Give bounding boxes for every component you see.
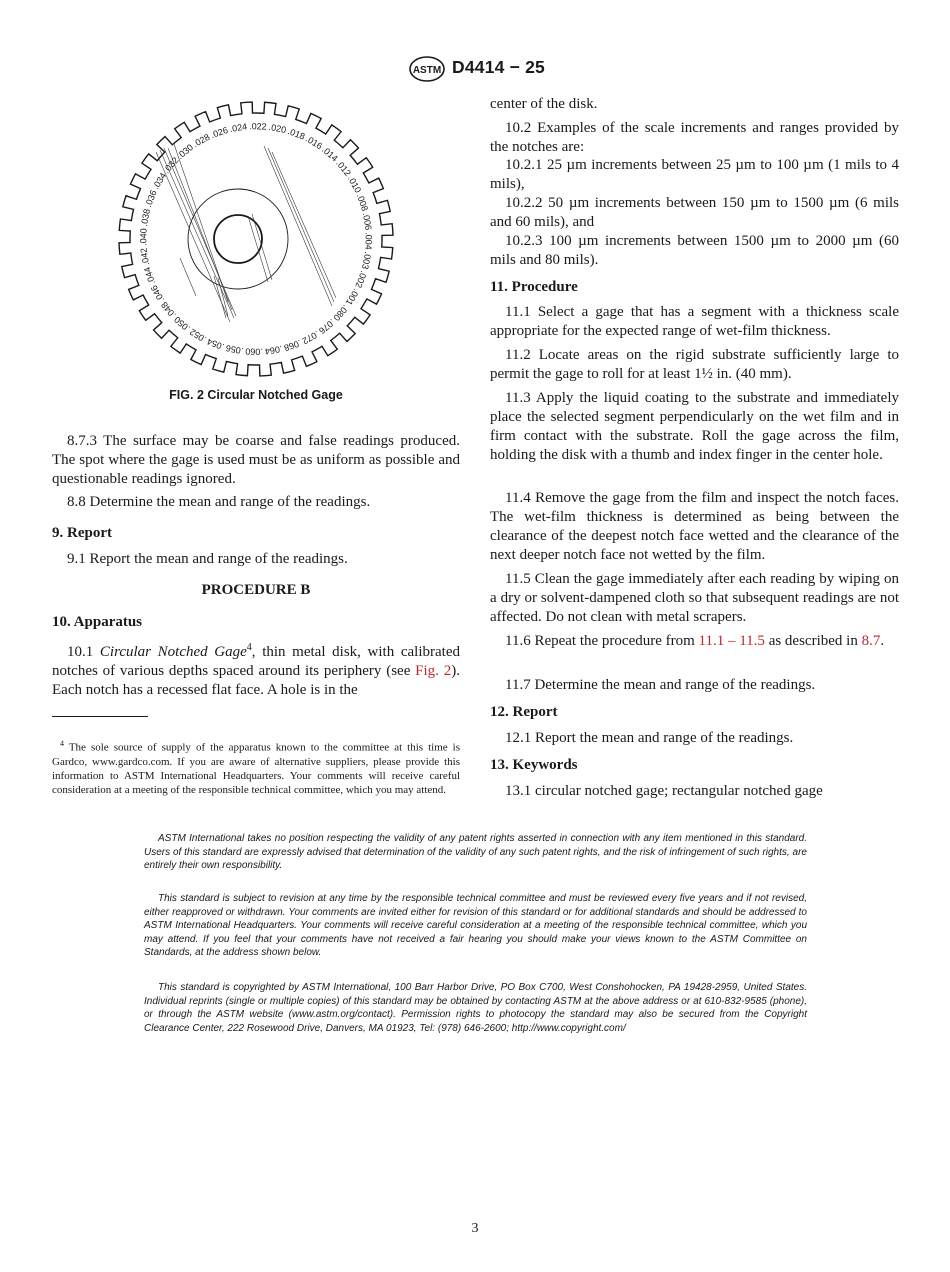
gage-scale-label: .008	[354, 192, 371, 213]
paragraph-10-1-number: 10.1	[67, 644, 94, 660]
gage-scale-label: .012	[334, 158, 353, 179]
gage-scale-label: .064	[264, 343, 284, 357]
paragraph-13-1: 13.1 circular notched gage; rectangular notched gage	[505, 783, 823, 799]
section-12-heading: 12. Report	[490, 704, 558, 720]
footnote-ref[interactable]: 4	[246, 642, 252, 653]
gage-scale-label: .003	[359, 250, 374, 271]
section-8-7-link[interactable]: 8.7	[861, 633, 881, 649]
section-10-heading: 10. Apparatus	[52, 614, 143, 630]
section-11-1-11-5-link[interactable]: 11.1 – 11.5	[698, 633, 765, 649]
gage-scale-label: .006	[360, 211, 374, 231]
patent-notice	[144, 832, 807, 873]
gage-scale-label: .052	[187, 326, 209, 345]
paragraph-11-6-text-b: as described in	[764, 633, 862, 649]
gage-scale-label: .072	[300, 328, 321, 347]
gage-scale-label: .034	[150, 170, 169, 192]
gage-notched-outline	[119, 102, 393, 376]
paragraph-10-2-2: 10.2.2 50 µm increments between 150 µm to 1500 µm (6 mils and 60 mils), and	[490, 195, 899, 230]
gage-scale-label: .028	[191, 131, 212, 150]
patent-notice-text: ASTM International takes no position respecting the validity of any patent rights asserted in connection with any item mentioned in this standard. Users of this standard are expressly advised that determination of the validity of any such patent rights, and the risk of infringement of such rights, are entirely their own responsibility.	[144, 833, 807, 871]
gage-scale-label: .046	[148, 283, 167, 304]
paragraph-10-1	[52, 638, 460, 700]
gage-scale-label: .050	[172, 314, 193, 334]
paragraph-11-3: 11.3 Apply the liquid coating to the substrate and immediately place the selected segment perpendicularly on the wet film and in firm contact with the substrate. Roll the gage across the film, holding the disk with a thumb and index finger in the center hole.	[490, 390, 899, 463]
paragraph-11-6-text-c: .	[880, 633, 885, 649]
gage-scale-label: .056	[224, 342, 245, 357]
procedure-b-heading: PROCEDURE B	[201, 582, 311, 598]
paragraph-12-1: 12.1 Report the mean and range of the readings.	[505, 730, 794, 746]
footnote-4	[52, 737, 460, 797]
gage-scale-label: .042	[138, 247, 152, 267]
gage-scale-label: .080	[331, 302, 351, 323]
gage-scale-label: .054	[205, 336, 226, 352]
gage-scale-label: .044	[141, 265, 158, 286]
gage-scale-label: .060	[245, 346, 263, 357]
gage-scale-label: .036	[143, 188, 159, 209]
section-13-heading: 13. Keywords	[490, 757, 578, 773]
section-11-heading: 11. Procedure	[490, 279, 578, 295]
gage-scale-label: .016	[303, 133, 325, 152]
paragraph-10-2-3: 10.2.3 100 µm increments between 1500 µm to 2000 µm (60 mils and 80 mils).	[490, 233, 899, 268]
astm-logo-text: ASTM	[412, 65, 442, 76]
paragraph-11-7: 11.7 Determine the mean and range of the readings.	[505, 677, 816, 693]
paragraph-10-2-1: 10.2.1 25 µm increments between 25 µm to 100 µm (1 mils to 4 mils),	[490, 157, 899, 192]
paragraph-11-5: 11.5 Clean the gage immediately after each reading by wiping on a dry or solvent-dampened cloth so that subsequent readings are not affected. Do not clean with metal scrapers.	[490, 571, 899, 625]
copyright-notice	[144, 981, 807, 1035]
gage-scale-label: .020	[267, 121, 288, 136]
page-header	[0, 55, 950, 85]
gage-scale-label: .076	[316, 317, 337, 336]
gage-hatch-line	[180, 258, 196, 296]
gage-scale-label: .001	[343, 286, 362, 308]
gage-scale-label: .048	[159, 299, 178, 320]
fig-2-link[interactable]: Fig. 2	[415, 663, 452, 679]
footnote-text: The sole source of supply of the apparatus known to the committee at this time is Gardco, www.gardco.com. If you are aware of alternative suppliers, please provide this information to ASTM International Headquarters. Your comments will receive careful consideration at a meeting of the responsible technical committee, which you may attend.	[52, 741, 460, 796]
revision-notice-text: This standard is subject to revision at any time by the responsible technical committee and must be reviewed every five years and if not revised, either reapproved or withdrawn. Your comments are invited either for revision of this standard or for additional standards and should be addressed to ASTM International Headquarters. Your comments will receive careful consideration at a meeting of the responsible technical committee, which you may attend. If you feel that your comments have not received a fair hearing you should make your views known to the ASTM Committee on Standards, at the address shown below.	[144, 893, 807, 958]
gage-hatch-line	[268, 148, 334, 302]
standard-designation: D4414 − 25	[452, 57, 545, 77]
gage-term: Circular Notched Gage	[99, 644, 247, 660]
paragraph-continuation: center of the disk.	[490, 96, 598, 112]
gage-hatch-line	[272, 152, 336, 298]
gage-scale-label: .068	[282, 337, 303, 354]
gage-scale-labels	[138, 121, 374, 357]
paragraph-10-1-text-b: ). Each notch has a recessed flat face. A hole is in the	[52, 663, 460, 698]
section-9-heading: 9. Report	[52, 525, 112, 541]
gage-scale-label: .038	[138, 207, 153, 228]
paragraph-11-6	[490, 632, 899, 651]
paragraph-10-2: 10.2 Examples of the scale increments and ranges provided by the notches are:	[490, 120, 899, 155]
circular-notched-gage-figure	[118, 96, 418, 382]
gage-hatch-line	[252, 214, 272, 280]
paragraph-11-2: 11.2 Locate areas on the rigid substrate sufficiently large to permit the gage to roll for at least 1½ in. (40 mm).	[490, 347, 899, 382]
paragraph-9-1: 9.1 Report the mean and range of the readings.	[67, 551, 348, 567]
gage-scale-label: .004	[363, 232, 374, 250]
paragraph-11-4: 11.4 Remove the gage from the film and inspect the notch faces. The wet-film thickness is determined as being between the clearance of the deepest notch face wetted and the clearance of the next deeper notch face not wetted by the film.	[490, 490, 899, 563]
astm-logo	[408, 55, 446, 83]
footnote-rule	[52, 716, 148, 717]
gage-hatch-line	[164, 148, 236, 316]
gage-hatch-line	[160, 150, 234, 318]
page-number: 3	[471, 1221, 479, 1236]
gage-scale-label: .010	[345, 174, 364, 195]
gage-hatch-line	[214, 276, 226, 318]
gage-scale-label: .024	[228, 121, 248, 135]
paragraph-8-8: 8.8 Determine the mean and range of the readings.	[67, 494, 371, 510]
paragraph-11-1: 11.1 Select a gage that has a segment with a thickness scale appropriate for the expected range of wet-film thickness.	[490, 304, 899, 339]
gage-scale-label: .022	[249, 121, 267, 132]
copyright-notice-text: This standard is copyrighted by ASTM International, 100 Barr Harbor Drive, PO Box C700, West Conshohocken, PA 19428-2959, United States. Individual reprints (single or multiple copies) of this standard may be obtained by contacting ASTM at the above address or at 610-832-9585 (phone), or through the ASTM website (www.astm.org/contact). Permission rights to photocopy the standard may also be secured from the Copyright Clearance Center, 222 Rosewood Drive, Danvers, MA 01923, Tel: (978) 646-2600; http://www.copyright.com/	[144, 982, 807, 1034]
gage-scale-label: .002	[353, 269, 369, 290]
revision-notice	[144, 892, 807, 960]
paragraph-11-6-text-a: 11.6 Repeat the procedure from	[505, 633, 699, 649]
gage-hatch-line	[264, 146, 332, 306]
gage-scale-label: .018	[286, 126, 307, 142]
gage-scale-label: .030	[175, 142, 196, 161]
footnote-number: 4	[60, 739, 64, 748]
gage-disk	[119, 102, 393, 376]
figure-caption: FIG. 2 Circular Notched Gage	[169, 388, 343, 402]
paragraph-8-7-3: 8.7.3 The surface may be coarse and false readings produced. The spot where the gage is used must be as uniform as possible and questionable readings ignored.	[52, 433, 460, 487]
gage-scale-label: .014	[319, 144, 340, 164]
paragraph-10-1-text-a: , thin metal disk, with calibrated notches of various depths spaced around its periphery (see	[52, 644, 460, 679]
gage-scale-label: .026	[209, 124, 230, 141]
gage-scale-label: .040	[138, 228, 149, 246]
gage-scale-label: .032	[161, 155, 181, 176]
